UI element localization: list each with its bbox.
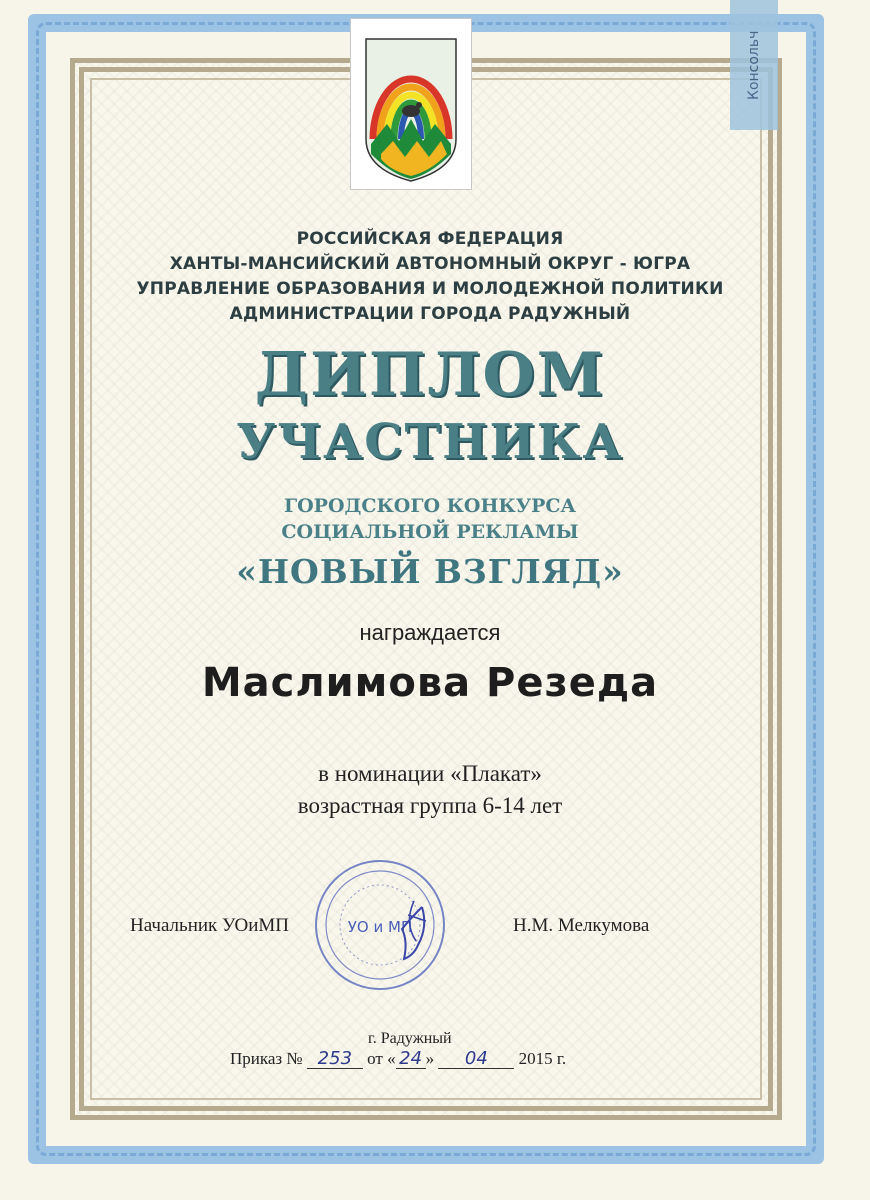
coat-of-arms-icon xyxy=(351,19,471,189)
order-day: 24 xyxy=(396,1050,426,1069)
order-from-label: от « xyxy=(367,1049,396,1068)
contest-description xyxy=(80,493,780,545)
contest-name: «НОВЫЙ ВЗГЛЯД» xyxy=(236,552,624,591)
signatory-position: Начальник УОиМП xyxy=(130,915,290,936)
header-line: РОССИЙСКАЯ ФЕДЕРАЦИЯ xyxy=(296,229,564,249)
diploma-subtitle: УЧАСТНИКА xyxy=(236,414,624,470)
awarded-label: награждается xyxy=(359,620,501,645)
order-month: 04 xyxy=(438,1050,514,1069)
header-line: АДМИНИСТРАЦИИ ГОРОДА РАДУЖНЫЙ xyxy=(229,304,631,324)
nomination-line: в номинации «Плакат» xyxy=(318,761,542,786)
city-label: г. Радужный xyxy=(368,1030,452,1047)
header-line: ХАНТЫ-МАНСИЙСКИЙ АВТОНОМНЫЙ ОКРУГ - ЮГРА xyxy=(169,254,691,274)
age-group-line: возрастная группа 6-14 лет xyxy=(297,793,563,818)
order-number: 253 xyxy=(307,1050,363,1069)
recipient-name: Маслимова Резеда xyxy=(201,660,659,706)
header-line: УПРАВЛЕНИЕ ОБРАЗОВАНИЯ И МОЛОДЕЖНОЙ ПОЛИТИКИ xyxy=(136,279,724,299)
seal-stamp-icon xyxy=(310,855,450,995)
order-year: 2015 г. xyxy=(518,1049,567,1068)
diploma-title: ДИПЛОМ xyxy=(254,340,606,410)
seal-center-text: УО и МП xyxy=(347,918,413,936)
nomination-block xyxy=(80,758,780,822)
issuer-header xyxy=(80,227,780,327)
order-day-close: » xyxy=(425,1049,435,1068)
contest-line: СОЦИАЛЬНОЙ РЕКЛАМЫ xyxy=(281,521,579,543)
side-tab-sticker: Консольч xyxy=(730,0,778,130)
official-seal xyxy=(310,855,450,995)
contest-line: ГОРОДСКОГО КОНКУРСА xyxy=(283,495,576,517)
order-label: Приказ № xyxy=(230,1049,303,1068)
signatory-name: Н.М. Мелкумова xyxy=(513,915,650,936)
order-line xyxy=(230,1049,566,1069)
city-coat-of-arms xyxy=(350,18,472,190)
